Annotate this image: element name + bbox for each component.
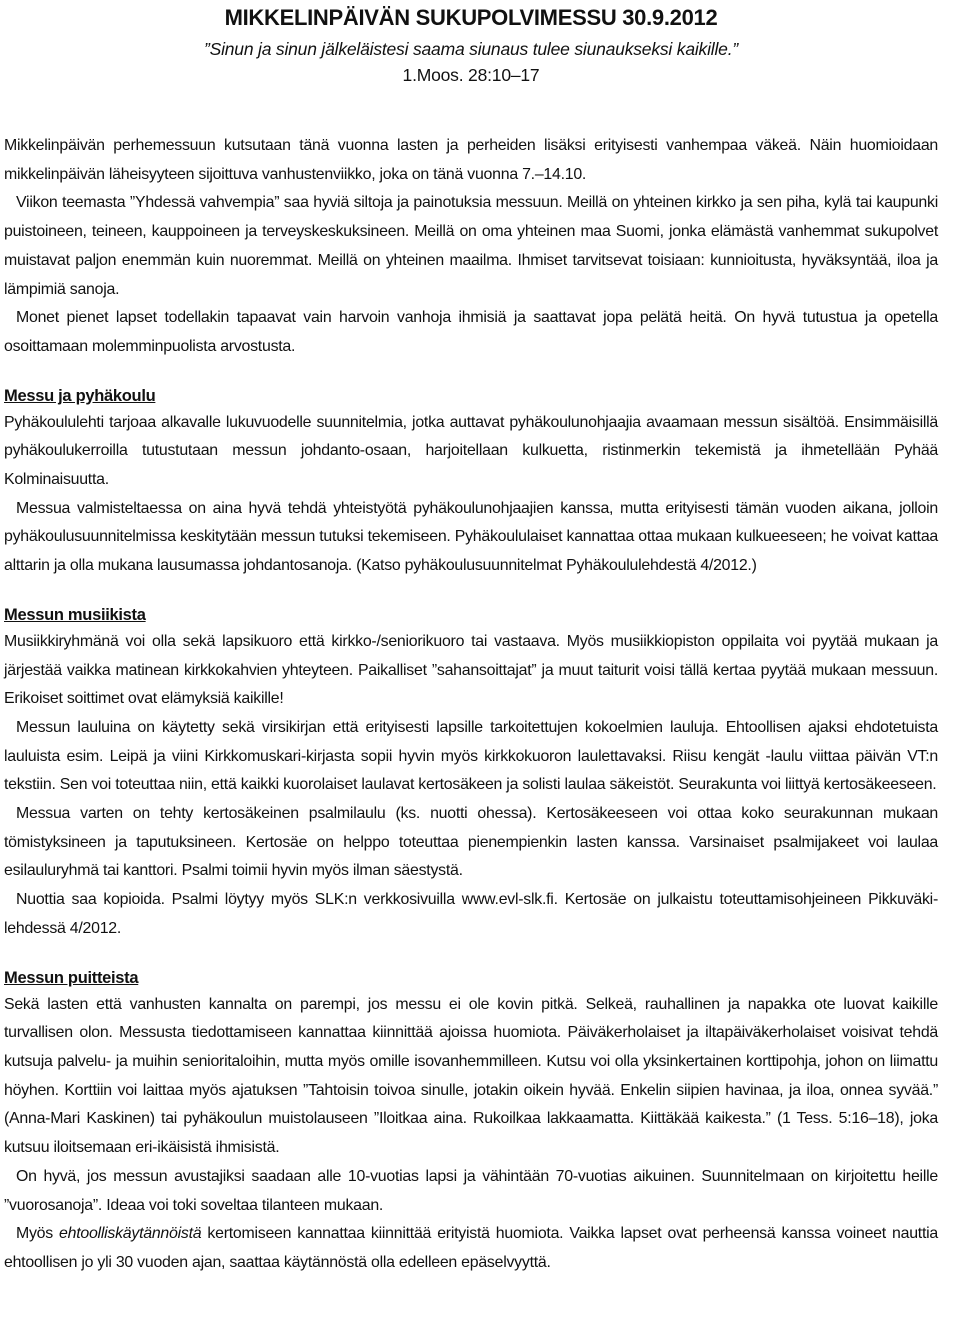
intro-paragraph-3: Monet pienet lapset todellakin tapaavat vain harvoin vanhoja ihmisiä ja saattavat jopa pelätä heitä. On hyvä tutustua ja opetella osoittamaan molemminpuolista arvostusta. (4, 309, 938, 355)
puitteet-paragraph-3-start: Myös (16, 1225, 60, 1243)
puitteet-paragraph-1: Sekä lasten että vanhusten kannalta on parempi, jos messu ei ole kovin pitkä. Selkeä, rauhallinen ja napakka ote luovat kaikille turvallisen olon. Messusta tiedottamiseen kannattaa kiinnittää ajoissa huomiota. Päiväkerholaiset ja iltapäiväkerholaiset voisivat tehdä kutsuja palvelu- ja muihin senioritaloihin, mutta myös omille isovanhemmilleen. Kutsu voi olla yksinkertainen korttipohja, johon on liimattu höyhen. Korttiin voi laittaa myös ajatuksen ”Tahtoisin toivoa sinulle, jotakin oikein hyvää. Enkelin siipien havinaa, ja iloa, onnea syvää.” (Anna-Mari Kaskinen) tai pyhäkoulun muistolauseen ”Iloitkaa aina. Rukoilkaa lakkaamatta. Kiittäkää kaikesta.” (1 Tess. 5:16–18), joka kutsuu iloitsemaan eri-ikäisistä ihmisistä. (4, 995, 938, 1157)
section-heading-puitteet: Messun puitteista (4, 968, 139, 987)
musiikki-paragraph-2: Messun lauluina on käytetty sekä virsikirjan että erityisesti lapsille tarkoitettujen kokoelmien lauluja. Ehtoollisen ajaksi ehdotetuista lauluista esim. Leipä ja viini Kirkkomuskari-kirjasta sopii hyvin myös kirkkokuoron laulettavaksi. Riisu kengät -laulu viittaa päivän VT:n tekstiin. Sen voi toteuttaa niin, että kaikki kuorolaiset laulavat kertosäkeen ja solisti laulaa säkeistöt. Seurakunta voi liittyä kertosäkeeseen. (4, 718, 938, 794)
puitteet-paragraph-3 (4, 1220, 938, 1277)
intro-paragraph-1: Mikkelinpäivän perhemessuun kutsutaan tänä vuonna lasten ja perheiden lisäksi erityisesti vanhempaa väkeä. Näin huomioidaan mikkelinpäivän läheisyyteen sijoittuva vanhustenviikko, joka on tänä vuonna 7.–14.10. (4, 137, 938, 183)
musiikki-paragraph-1: Musiikkiryhmänä voi olla sekä lapsikuoro että kirkko-/seniorikuoro tai vastaava. Myös musiikkiopiston oppilaita voi pyytää mukaan ja järjestää vaikka matinean kirkkokahvien yhteyteen. Paikalliset ”sahansoittajat” ja muut taiturit voisi tällä kertaa pyytää mukaan messuun. Erikoiset soittimet ovat elämyksiä kaikille! (4, 632, 938, 708)
puitteet-paragraph-2: On hyvä, jos messun avustajiksi saadaan alle 10-vuotias lapsi ja vähintään 70-vuotias aikuinen. Suunnitelmaan on kirjoitettu heille ”vuorosanoja”. Ideaa voi toki soveltaa tilanteen mukaan. (4, 1167, 938, 1214)
document-header (4, 4, 938, 88)
pyhakoulu-paragraph-2: Messua valmisteltaessa on aina hyvä tehdä yhteistyötä pyhäkoulunohjaajien kanssa, mutta erityisesti tämän vuoden aikana, jolloin pyhäkoulusuunnitelmissa keskitytään messun tutuksi tekemiseen. Pyhäkoululaiset kannattaa ottaa mukaan kulkueeseen; he voivat kattaa alttarin ja olla mukana lausumassa johdantosanoja. (Katso pyhäkoulusuunnitelmat Pyhäkoululehdestä 4/2012.) (4, 499, 938, 575)
section-musiikki (4, 628, 938, 944)
musiikki-paragraph-4: Nuottia saa kopioida. Psalmi löytyy myös SLK:n verkkosivuilla www.evl-slk.fi. Kertosäe on julkaistu toteuttamisohjeineen Pikkuväki-lehdessä 4/2012. (4, 891, 938, 937)
musiikki-paragraph-3: Messua varten on tehty kertosäkeinen psalmilaulu (ks. nuotti ohessa). Kertosäkeeseen voi ottaa koko seurakunnan mukaan tömistyksineen ja taputuksineen. Kertosäe on helppo toteuttaa pienempienkin lasten kanssa. Varsinaiset psalmijakeet voi laulaa esilauluryhmä tai kanttori. Psalmi toimii hyvin myös ilman säestystä. (4, 805, 938, 880)
puitteet-paragraph-3-end: kertomiseen kannattaa kiinnittää erityistä huomiota. Vaikka lapset ovat perheensä kanssa voineet nauttia ehtoollisen jo yli 30 vuoden ajan, saattaa käytännöstä olla edelleen epäselvyyttä. (4, 1225, 938, 1271)
bible-reference: 1.Moos. 28:10–17 (402, 65, 540, 85)
section-puitteet (4, 991, 938, 1278)
document-page (0, 4, 960, 1337)
pyhakoulu-paragraph-1: Pyhäkoululehti tarjoaa alkavalle lukuvuodelle suunnitelmia, jotka auttavat pyhäkoulunohjaajia avaamaan messun sisältöä. Ensimmäisillä pyhäkoulukerroilla tutustutaan messun johdanto-osaan, harjoitellaan kulkuetta, ristinmerkin tekemistä ja ihmetellään Pyhää Kolminaisuutta. (4, 413, 938, 489)
emphasized-term: ehtoolliskäytännöistä (59, 1225, 202, 1243)
page-title: MIKKELINPÄIVÄN SUKUPOLVIMESSU 30.9.2012 (224, 5, 718, 30)
intro-paragraph-2: Viikon teemasta ”Yhdessä vahvempia” saa hyviä siltoja ja painotuksia messuun. Meillä on yhteinen kirkko ja sen piha, kylä tai kaupunki puistoineen, teineen, kauppoineen ja terveyskeskuksineen. Meillä on oma yhteinen maa Suomi, jonka elämästä vanhemmat sukupolvet muistavat paljon enemmän kuin nuoremmat. Meillä on yhteinen maailma. Ihmiset tarvitsevat toisiaan: kunnioitusta, hyväksyntää, iloa ja lämpimiä sanoja. (4, 194, 938, 298)
section-heading-musiikki: Messun musiikista (4, 605, 146, 624)
section-heading-pyhakoulu: Messu ja pyhäkoulu (4, 386, 156, 405)
section-pyhakoulu (4, 409, 938, 581)
intro-section (4, 132, 938, 362)
bible-quote: ”Sinun ja sinun jälkeläistesi saama siunaus tulee siunaukseksi kaikille.” (203, 39, 738, 59)
